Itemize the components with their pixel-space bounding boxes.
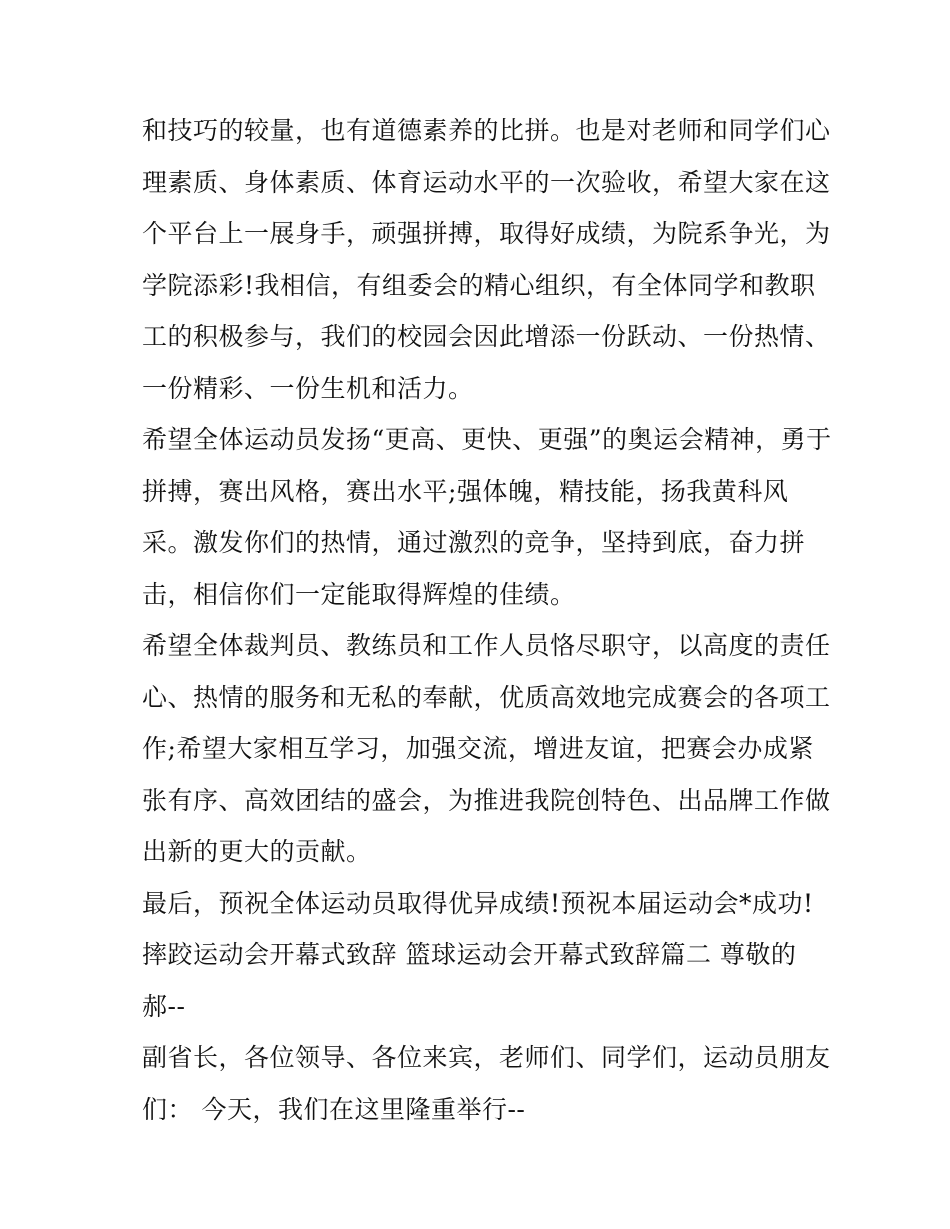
text-line: 拼搏，赛出风格，赛出水平;强体魄，精技能，扬我黄科风 xyxy=(142,476,789,506)
text-line: 郝-- xyxy=(142,991,186,1021)
text-line: 和技巧的较量，也有道德素养的比拼。也是对老师和同学们心 xyxy=(142,116,831,145)
text-line: 一份精彩、一份生机和活力。 xyxy=(142,373,474,403)
text-line: 出新的更大的贡献。 xyxy=(142,837,372,866)
text-line: 希望全体运动员发扬“更高、更快、更强”的奥运会精神，勇于 xyxy=(142,425,832,454)
text-line: 最后，预祝全体运动员取得优异成绩!预祝本届运动会*成功! xyxy=(142,888,814,918)
text-line: 副省长，各位领导、各位来宾，老师们、同学们，运动员朋友 xyxy=(142,1043,831,1072)
text-line: 们： 今天，我们在这里隆重举行-- xyxy=(142,1094,526,1124)
text-line: 工的积极参与，我们的校园会因此增添一份跃动、一份热情、 xyxy=(142,322,831,351)
text-line: 击，相信你们一定能取得辉煌的佳绩。 xyxy=(142,579,576,609)
text-line: 希望全体裁判员、教练员和工作人员恪尽职守，以高度的责任 xyxy=(142,631,831,660)
document-body-text xyxy=(142,105,832,1135)
text-line: 张有序、高效团结的盛会，为推进我院创特色、出品牌工作做 xyxy=(142,785,831,815)
text-line: 心、热情的服务和无私的奉献，优质高效地完成赛会的各项工 xyxy=(142,682,831,712)
text-line: 学院添彩!我相信，有组委会的精心组织，有全体同学和教职 xyxy=(142,270,816,300)
text-line: 摔跤运动会开幕式致辞 篮球运动会开幕式致辞篇二 尊敬的 xyxy=(142,940,797,969)
text-line: 采。激发你们的热情，通过激烈的竞争，坚持到底，奋力拼 xyxy=(142,528,806,557)
text-line: 作;希望大家相互学习，加强交流，增进友谊，把赛会办成紧 xyxy=(142,734,814,763)
text-line: 理素质、身体素质、体育运动水平的一次验收，希望大家在这 xyxy=(142,167,831,197)
text-line: 个平台上一展身手，顽强拼搏，取得好成绩，为院系争光，为 xyxy=(142,219,831,248)
